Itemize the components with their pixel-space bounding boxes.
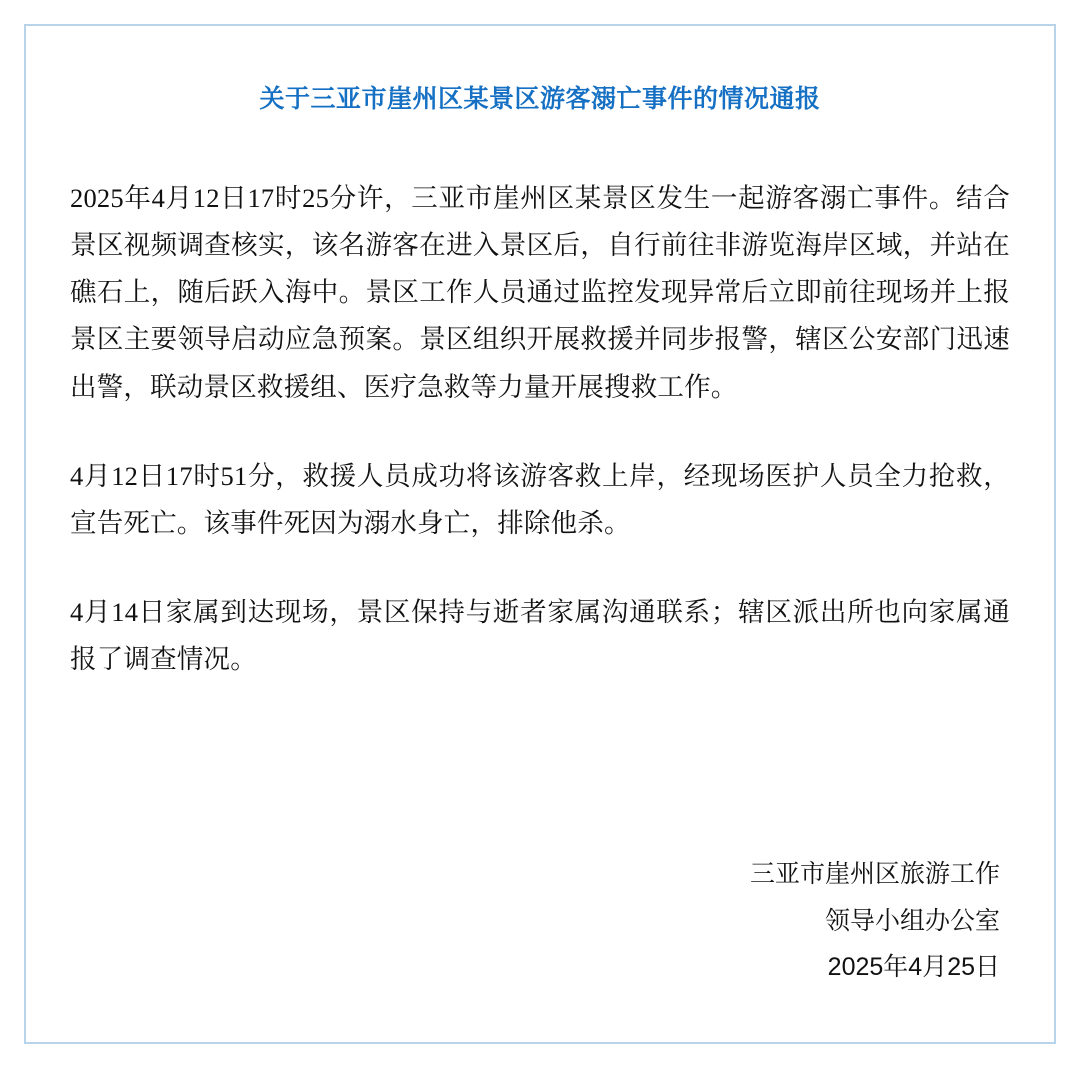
document-frame <box>24 24 1056 1044</box>
document-title: 关于三亚市崖州区某景区游客溺亡事件的情况通报 <box>259 85 821 113</box>
document-body <box>70 175 1010 683</box>
signature-organization-line-1: 三亚市崖州区旅游工作 <box>749 860 1000 889</box>
signature-date: 2025年4月25日 <box>827 952 1000 981</box>
signature-organization-line-2: 领导小组办公室 <box>824 906 1000 935</box>
paragraph-3: 4月14日家属到达现场，景区保持与逝者家属沟通联系；辖区派出所也向家属通报了调查情况。 <box>70 597 1010 675</box>
paragraph-2: 4月12日17时51分，救援人员成功将该游客救上岸，经现场医护人员全力抢救，宣告死亡。该事件死因为溺水身亡，排除他杀。 <box>70 460 1010 538</box>
document-signature <box>70 851 1010 990</box>
paragraph-1: 2025年4月12日17时25分许，三亚市崖州区某景区发生一起游客溺亡事件。结合景区视频调查核实，该名游客在进入景区后，自行前往非游览海岸区域，并站在礁石上，随后跃入海中。景区工作人员通过监控发现异常后立即前往现场并上报景区主要领导启动应急预案。景区组织开展救援并同步报警，辖区公安部门迅速出警，联动景区救援组、医疗急救等力量开展搜救工作。 <box>70 183 1010 402</box>
